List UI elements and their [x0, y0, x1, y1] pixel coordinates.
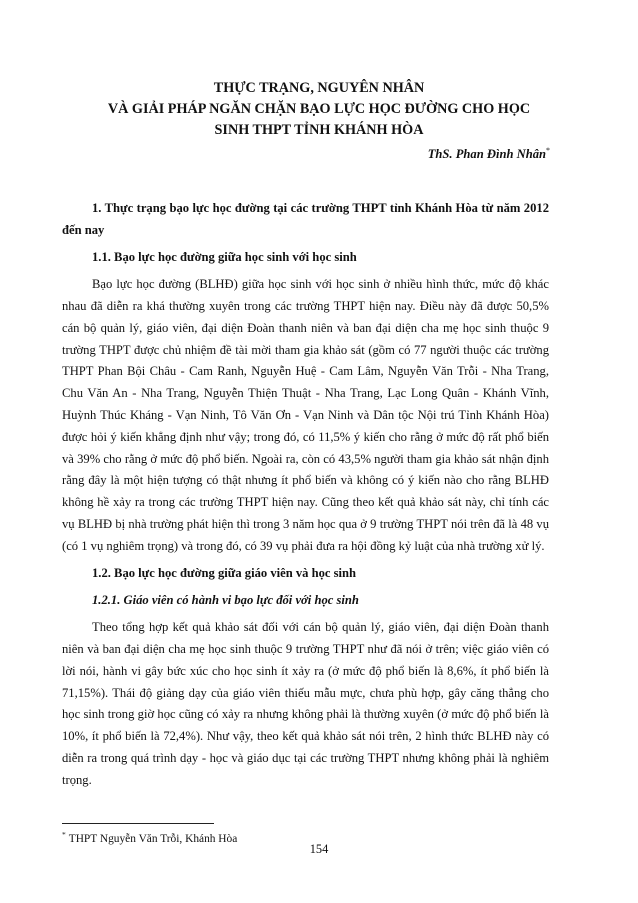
title-line-3: SINH THPT TỈNH KHÁNH HÒA: [214, 122, 424, 138]
author-footnote-marker: *: [546, 146, 550, 155]
paragraph-1: Bạo lực học đường (BLHĐ) giữa học sinh với học sinh ở nhiều hình thức, mức độ khác nhau đã diễn ra khá thường xuyên trong các trường THPT hiện nay. Điều này đã được 50,5% cán bộ quản lý, giáo viên, đại diện Đoàn thanh niên và ban đại diện cha mẹ học sinh thuộc 9 trường THPT được chủ nhiệm đề tài mời tham gia khảo sát (gồm có 77 người thuộc các trường THPT Phan Bội Châu - Cam Ranh, Nguyễn Huệ - Cam Lâm, Nguyễn Văn Trỗi - Nha Trang, Chu Văn An - Nha Trang, Nguyễn Thiện Thuật - Nha Trang, Lạc Long Quân - Khánh Vĩnh, Huỳnh Thúc Kháng - Vạn Ninh, Tô Văn Ơn - Vạn Ninh và Dân tộc Nội trú Tỉnh Khánh Hòa) được hỏi ý kiến khẳng định như vậy; trong đó, có 11,5% ý kiến cho rằng ở mức độ rất phổ biến và 39% cho rằng ở mức độ phổ biến. Ngoài ra, còn có 43,5% người tham gia khảo sát nhận định rằng đây là một hiện tượng có thật nhưng ít phổ biến và không có ý kiến nào cho rằng BLHĐ không hề xảy ra trong các trường THPT hiện nay. Cũng theo kết quả khảo sát này, chỉ tính các vụ BLHĐ bị nhà trường phát hiện thì trong 3 năm học qua ở 9 trường THPT nói trên đã là 48 vụ (có 1 vụ nghiêm trọng) và trong đó, có 39 vụ phải đưa ra hội đồng kỷ luật của nhà trường xử lý.: [62, 277, 549, 553]
paragraph-2: Theo tổng hợp kết quả khảo sát đối với cán bộ quản lý, giáo viên, đại diện Đoàn thanh niên và ban đại diện cha mẹ học sinh thuộc 9 trường THPT như đã nói ở trên; việc giáo viên có lời nói, hành vi gây bức xúc cho học sinh ít xảy ra (ở mức độ phổ biến là 8,6%, ít phổ biến là 71,15%). Thái độ giảng dạy của giáo viên thiếu mẫu mực, chưa phù hợp, gây căng thẳng cho học sinh trong giờ học cũng có xảy ra nhưng không phải là thường xuyên (ở mức độ phổ biến là 10%, ít phổ biến là 72,4%). Như vậy, theo kết quả khảo sát nói trên, 2 hình thức BLHĐ này có diễn ra trong quá trình dạy - học và giáo dục tại các trường THPT nhưng không phải là nghiêm trọng.: [62, 620, 549, 787]
author-line: [428, 146, 550, 162]
footnote-text: THPT Nguyễn Văn Trỗi, Khánh Hòa: [68, 832, 238, 845]
subsection-heading-1-2: 1.2. Bạo lực học đường giữa giáo viên và học sinh: [92, 565, 357, 580]
footnote-divider: [62, 823, 214, 824]
body-text: [62, 198, 549, 797]
section-heading-1: 1. Thực trạng bạo lực học đường tại các trường THPT tỉnh Khánh Hòa từ năm 2012 đến nay: [62, 201, 549, 237]
title-line-2: VÀ GIẢI PHÁP NGĂN CHẶN BẠO LỰC HỌC ĐƯỜNG CHO HỌC: [107, 101, 531, 117]
author-name: ThS. Phan Đình Nhân: [427, 147, 546, 162]
page-number: 154: [309, 842, 329, 856]
title-line-1: THỰC TRẠNG, NGUYÊN NHÂN: [213, 80, 425, 96]
subsubsection-heading-1-2-1: 1.2.1. Giáo viên có hành vi bạo lực đối với học sinh: [92, 593, 359, 608]
paper-title: [60, 78, 578, 141]
footnote-marker: *: [62, 830, 66, 839]
subsection-heading-1-1: 1.1. Bạo lực học đường giữa học sinh với học sinh: [92, 249, 357, 264]
